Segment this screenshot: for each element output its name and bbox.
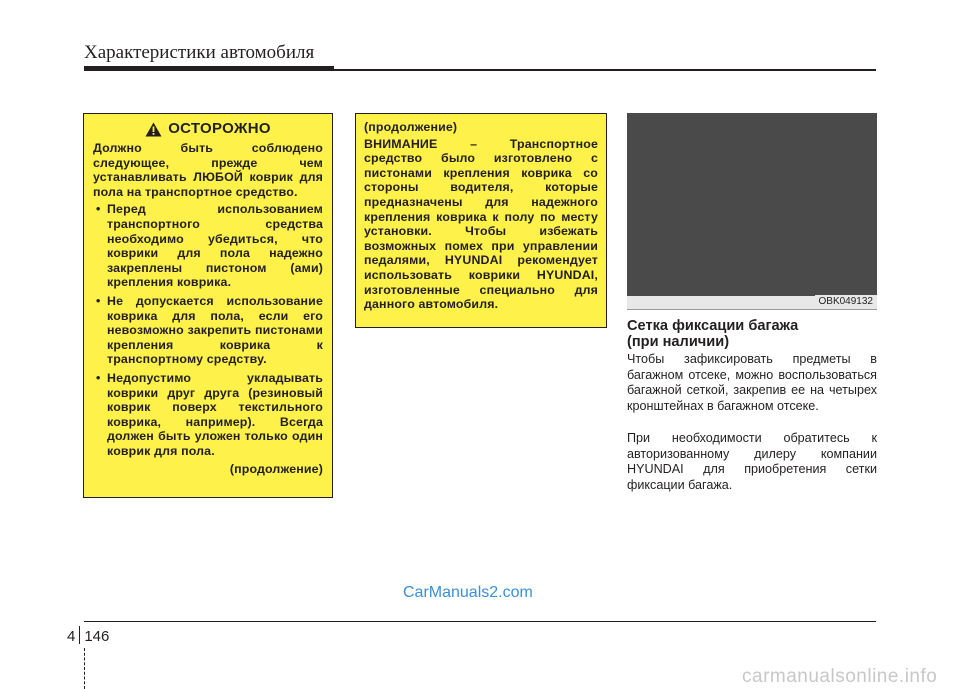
warning-bullet: • Недопустимо укладывать коврики друг друга (резиновый коврик поверх текстильного коврика, например). Всегда должен быть уложен только один коврик для пола. <box>93 371 323 459</box>
warning-bullet-list <box>93 202 323 458</box>
warning-bullet: • Перед использованием транспортного средства необходимо убедиться, что коврики для пола надежно закреплены пистоном (ами) крепления коврика. <box>93 202 323 290</box>
warning-continued-label: (продолжение) <box>229 462 323 477</box>
cargo-net-photo <box>627 113 877 310</box>
continued-heading: (продолжение) <box>364 120 458 134</box>
footer-rule <box>84 621 876 622</box>
continued-warning-box <box>355 113 607 328</box>
continued-text: ВНИМАНИЕ – Транспортное средство было изготовлено с пистонами крепления коврика со стороны водителя, которые предназначены для надежного крепления коврика к полу по месту установки. Чтобы избежать возможных помех при управлении педалями, HYUNDAI рекомендует использовать коврики HYUNDAI, изготовленные специально для данного автомобиля. <box>364 136 598 312</box>
margin-dash-line <box>84 648 85 689</box>
warning-title: ОСТОРОЖНО <box>168 120 271 138</box>
section-paragraph-1: Чтобы зафиксировать предметы в багажном отсеке, можно воспользоваться багажной сеткой, закрепив ее на четырех кронштейнах в багажном отсеке. <box>627 352 877 413</box>
section-paragraph-2: При необходимости обратитесь к авторизованному дилеру компании HYUNDAI для приобретения сетки фиксации багажа. <box>627 431 877 492</box>
header-rule-thick <box>84 66 334 71</box>
warning-header <box>93 122 323 137</box>
watermark-link-top[interactable]: CarManuals2.com <box>403 584 533 601</box>
section-heading <box>627 318 877 350</box>
page-header-title: Характеристики автомобиля <box>84 42 315 63</box>
warning-intro-line-2: следующее, прежде чем <box>93 155 323 170</box>
watermark-bottom: carmanualsonline.info <box>742 666 938 687</box>
chapter-number: 4 <box>67 628 76 645</box>
warning-box <box>83 113 333 498</box>
warning-intro-rest: устанавливать ЛЮБОЙ коврик для пола на транспортное средство. <box>93 170 323 199</box>
photo-code: OBK049132 <box>815 295 878 309</box>
warning-intro-line-1: Должно быть соблюдено <box>93 141 323 155</box>
page-number-separator <box>79 626 80 644</box>
photo-caption-strip <box>627 296 877 309</box>
section-heading-line-1: Сетка фиксации багажа <box>627 318 799 334</box>
section-heading-line-2: (при наличии) <box>627 334 730 350</box>
warning-triangle-icon <box>145 122 162 137</box>
warning-bullet: • Не допускается использование коврика для пола, если его невозможно закрепить пистонами крепления коврика к транспортному средству. <box>93 294 323 367</box>
page-number-value: 146 <box>84 628 110 645</box>
header-rule-thin <box>334 69 876 71</box>
page-number <box>67 626 109 645</box>
